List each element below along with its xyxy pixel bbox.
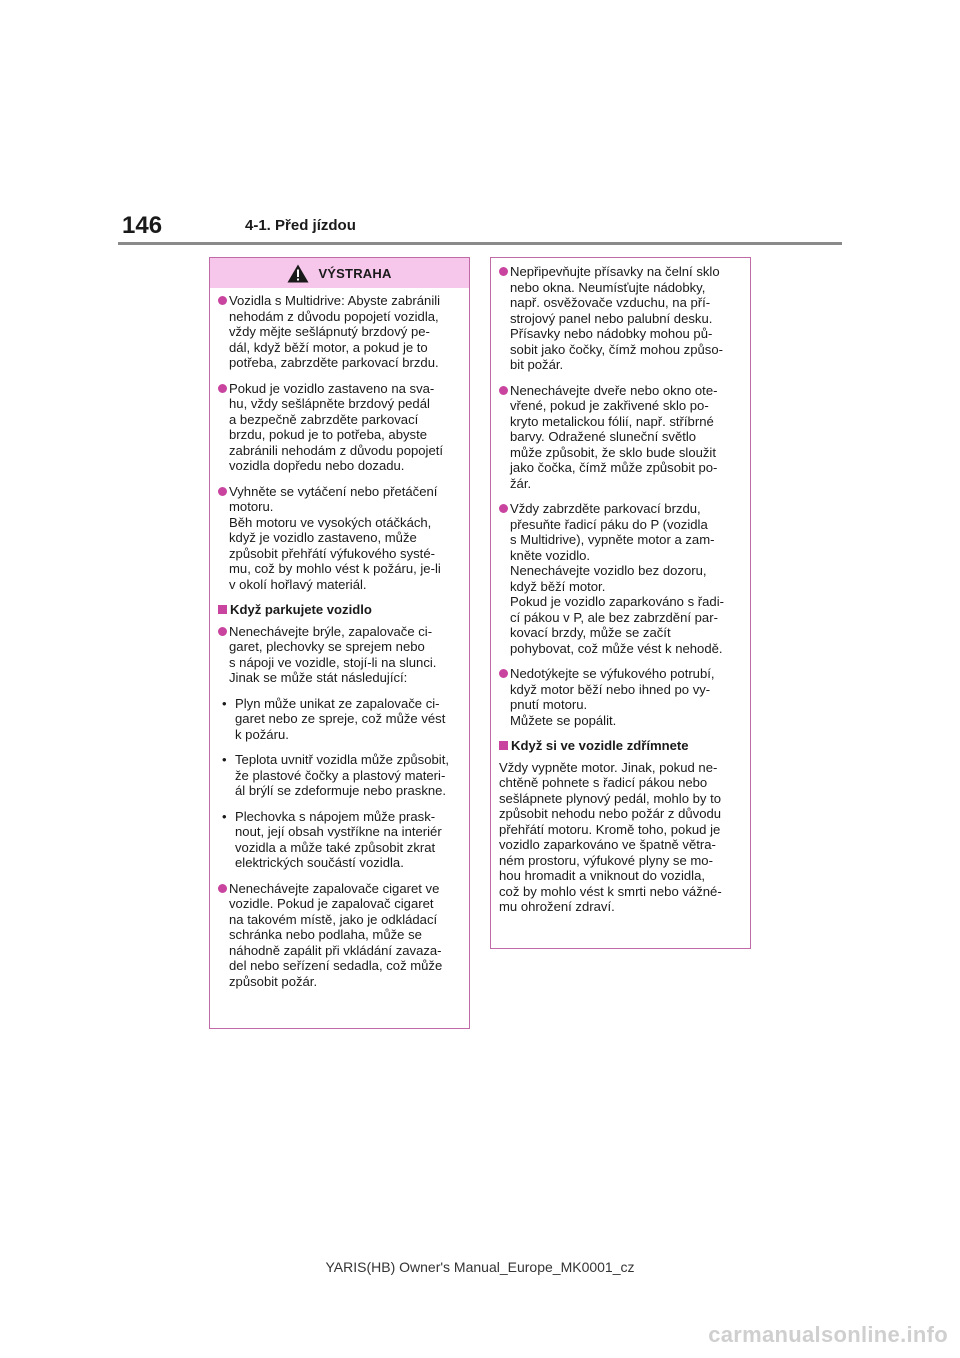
text-line: zabránili nehodám z důvodu popojetí [229, 442, 444, 458]
text-line: Jinak se může stát následující: [229, 670, 408, 685]
text-line: garet, plechovky se sprejem nebo [229, 639, 425, 654]
continued-warning-box [490, 257, 751, 949]
bullet-item [218, 624, 461, 686]
sub-bullet-item [218, 809, 461, 871]
text-line: nehodám z důvodu popojetí vozidla, [229, 308, 439, 324]
text-line: pnutí motoru. [510, 697, 588, 712]
text-line: Nenechávejte zapalovače cigaret ve [229, 880, 440, 896]
text-line: Můžete se popálit. [510, 712, 617, 728]
text-line: což by mohlo vést k smrti nebo vážné- [499, 883, 722, 899]
footer-manual-id: YARIS(HB) Owner's Manual_Europe_MK0001_cz [325, 1259, 635, 1275]
text-line: potřeba, zabrzděte parkovací brzdu. [229, 355, 439, 370]
text-line: když je vozidlo zastaveno, může [229, 530, 417, 545]
text-line: Nenechávejte brýle, zapalovače ci- [229, 623, 433, 639]
text-line: brzdu, pokud je to potřeba, abyste [229, 427, 427, 442]
bullet-item [499, 264, 742, 373]
watermark: carmanualsonline.info [708, 1322, 948, 1347]
text-line: strojový panel nebo palubní desku. [510, 310, 713, 326]
text-line: Nenechávejte vozidlo bez dozoru, [510, 563, 707, 578]
text-line: Nepřipevňujte přísavky na čelní sklo [510, 264, 720, 279]
text-line: přesuňte řadicí páku do P (vozidla [510, 516, 708, 532]
warning-body [210, 288, 469, 989]
text-line: ál brýlí se zdeformuje nebo praskne. [235, 783, 447, 798]
text-line: elektrických součástí vozidla. [235, 855, 404, 870]
text-line: schránka nebo podlaha, může se [229, 927, 422, 942]
text-line: Nenechávejte dveře nebo okno ote- [510, 382, 718, 398]
text-line: • Plyn může unikat ze zapalovače ci- [235, 695, 440, 711]
text-line: motoru. [229, 499, 274, 514]
text-line: chtěně pohnete s řadicí pákou nebo [499, 775, 708, 790]
text-line: mu, což by mohlo vést k požáru, je-li [229, 561, 441, 576]
continued-warning-body [491, 258, 750, 915]
text-line: hou hromadit a vniknout do vozidla, [499, 868, 705, 883]
text-line: náhodně zapálit při vkládání zavaza- [229, 942, 442, 958]
text-line: bit požár. [510, 357, 564, 372]
paragraph [499, 760, 742, 915]
text-line: způsobit požár. [229, 973, 318, 989]
page-number: 146 [122, 212, 163, 239]
text-line: vozidlo zaparkováno ve špatně větra- [499, 837, 716, 852]
sub-bullet-item [218, 752, 461, 799]
text-line: nout, její obsah vystříkne na interiér [235, 824, 442, 839]
text-line: žár. [510, 475, 532, 491]
text-line: Když si ve vozidle zdřímnete [511, 738, 689, 753]
text-line: pohybovat, což může vést k nehodě. [510, 640, 723, 656]
sub-bullet-item [218, 696, 461, 743]
text-line: barvy. Odražené sluneční světlo [510, 429, 697, 444]
bullet-item [218, 381, 461, 474]
warning-triangle-icon [287, 264, 309, 283]
text-line: Vždy vypněte motor. Jinak, pokud ne- [499, 759, 718, 775]
text-line: nebo okna. Neumísťujte nádobky, [510, 279, 706, 295]
text-line: cí pákou v P, ale bez zabrzdění par- [510, 609, 718, 625]
text-line: s nápoji ve vozidle, stojí-li na slunci. [229, 654, 437, 670]
text-line: např. osvěžovače vzduchu, na pří- [510, 295, 711, 310]
text-line: vozidla a může také způsobit zkrat [235, 839, 436, 855]
text-line: může způsobit, že sklo bude sloužit [510, 444, 716, 460]
text-line: kovací brzdy, může se začít [510, 625, 671, 640]
text-line: Když parkujete vozidlo [230, 602, 372, 617]
section-title: 4-1. Před jízdou [245, 217, 356, 234]
text-line: a bezpečně zabrzděte parkovací [229, 411, 419, 427]
warning-header [210, 258, 469, 288]
text-line: na takovém místě, jako je odkládací [229, 911, 438, 927]
bullet-item [499, 666, 742, 728]
text-line: mu ohrožení zdraví. [499, 899, 615, 914]
text-line: sobit jako čočky, čímž mohou způso- [510, 341, 723, 357]
text-line: k požáru. [235, 726, 289, 742]
text-line: • Plechovka s nápojem může prask- [235, 808, 436, 824]
text-line: vždy mějte sešlápnutý brzdový pe- [229, 324, 430, 339]
text-line: Běh motoru ve vysokých otáčkách, [229, 514, 432, 530]
text-line: • Teplota uvnitř vozidla může způsobit, [235, 752, 449, 767]
text-line: del nebo seřízení sedadla, což může [229, 958, 443, 973]
bullet-item [218, 293, 461, 371]
text-line: Vždy zabrzděte parkovací brzdu, [510, 501, 701, 516]
header-divider [118, 242, 842, 245]
text-line: sešlápnete plynový pedál, mohlo by to [499, 790, 722, 806]
text-line: Přísavky nebo nádobky mohou pů- [510, 326, 713, 341]
text-line: vozidle. Pokud je zapalovač cigaret [229, 896, 434, 911]
text-line: dál, když běží motor, a pokud je to [229, 339, 428, 355]
text-line: Nedotýkejte se výfukového potrubí, [510, 666, 715, 681]
bullet-item [218, 484, 461, 593]
text-line: v okolí hořlavý materiál. [229, 576, 367, 592]
text-line: ném prostoru, výfukové plyny se mo- [499, 852, 713, 868]
bullet-item [499, 501, 742, 656]
bullet-item [218, 881, 461, 990]
warning-title: VÝSTRAHA [318, 265, 392, 281]
text-line: kryto metalickou fólií, např. stříbrné [510, 413, 714, 429]
warning-box [209, 257, 470, 1029]
text-line: způsobit nehodu nebo požár z důvodu [499, 806, 722, 821]
text-line: Vyhněte se vytáčení nebo přetáčení [229, 483, 438, 499]
text-line: s Multidrive), vypněte motor a zam- [510, 532, 715, 547]
text-line: když běží motor. [510, 578, 606, 594]
bullet-item [499, 383, 742, 492]
text-line: vozidla dopředu nebo dozadu. [229, 458, 405, 473]
text-line: vřené, pokud je zakřivené sklo po- [510, 398, 709, 413]
text-line: kněte vozidlo. [510, 547, 591, 563]
text-line: Vozidla s Multidrive: Abyste zabránili [229, 293, 441, 308]
text-line: Pokud je vozidlo zastaveno na sva- [229, 380, 435, 396]
subheading [218, 602, 461, 618]
subheading [499, 738, 742, 754]
text-line: hu, vždy sešlápněte brzdový pedál [229, 396, 430, 411]
text-line: způsobit přehřátí výfukového systé- [229, 545, 435, 561]
text-line: když motor běží nebo ihned po vy- [510, 681, 711, 697]
text-line: že plastové čočky a plastový materi- [235, 767, 446, 783]
text-line: přehřátí motoru. Kromě toho, pokud je [499, 821, 721, 837]
text-line: garet nebo ze spreje, což může vést [235, 711, 446, 726]
text-line: Pokud je vozidlo zaparkováno s řadi- [510, 594, 724, 609]
text-line: jako čočka, čímž může způsobit po- [510, 460, 718, 475]
